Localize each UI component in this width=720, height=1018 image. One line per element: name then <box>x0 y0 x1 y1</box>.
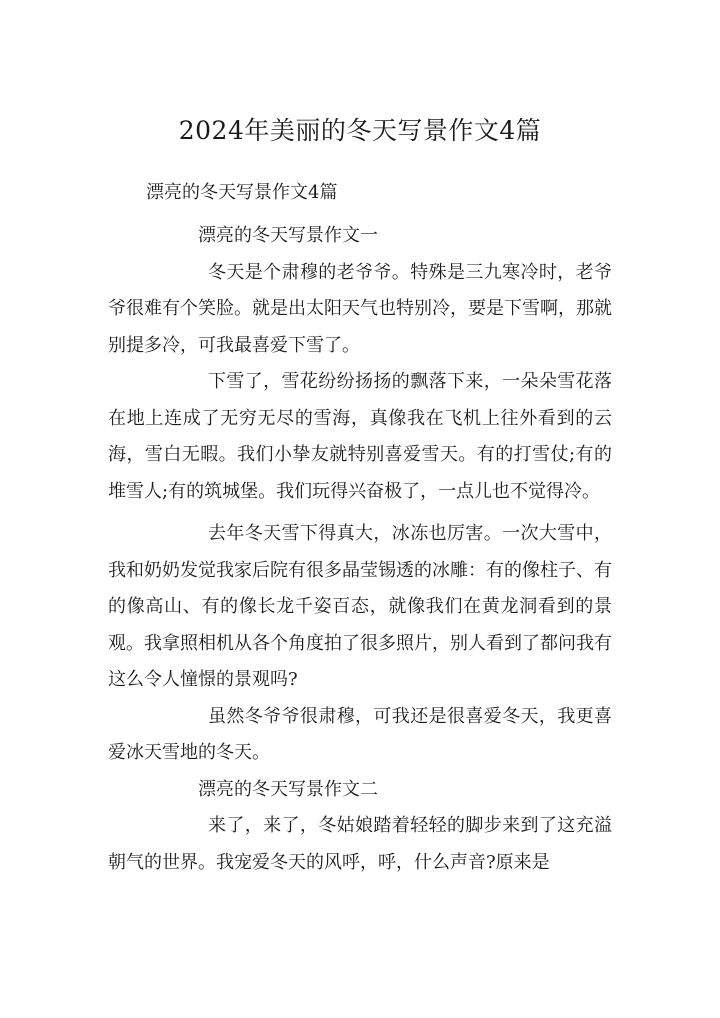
document-subtitle: 漂亮的冬天写景作文4篇 <box>146 182 338 203</box>
paragraph: 来了，来了，冬姑娘踏着轻轻的脚步来到了这充溢朝气的世界。我宠爱冬天的风呼，呼，什么声音?原来是 <box>108 815 612 873</box>
paragraph: 虽然冬爷爷很肃穆，可我还是很喜爱冬天，我更喜爱冰天雪地的冬天。 <box>108 705 612 763</box>
document-body <box>108 218 612 881</box>
paragraph: 冬天是个肃穆的老爷爷。特殊是三九寒冷时，老爷爷很难有个笑脸。就是出太阳天气也特别冷，要是下雪啊，那就别提多冷，可我最喜爱下雪了。 <box>108 261 612 356</box>
paragraph: 下雪了，雪花纷纷扬扬的飘落下来，一朵朵雪花落在地上连成了无穷无尽的雪海，真像我在飞机上往外看到的云海，雪白无暇。我们小挚友就特别喜爱雪天。有的打雪仗;有的堆雪人;有的筑城堡。我们玩得兴奋极了，一点儿也不觉得冷。 <box>108 371 612 502</box>
document-title: 2024年美丽的冬天写景作文4篇 <box>178 116 542 145</box>
paragraph: 去年冬天雪下得真大，冰冻也厉害。一次大雪中，我和奶奶发觉我家后院有很多晶莹锡透的冰雕：有的像柱子、有的像高山、有的像长龙千姿百态，就像我们在黄龙洞看到的景观。我拿照相机从各个角度拍了很多照片，别人看到了都问我有这么令人憧憬的景观吗? <box>108 523 612 690</box>
section-heading-1: 漂亮的冬天写景作文一 <box>198 225 378 246</box>
section-heading-2: 漂亮的冬天写景作文二 <box>198 778 378 800</box>
